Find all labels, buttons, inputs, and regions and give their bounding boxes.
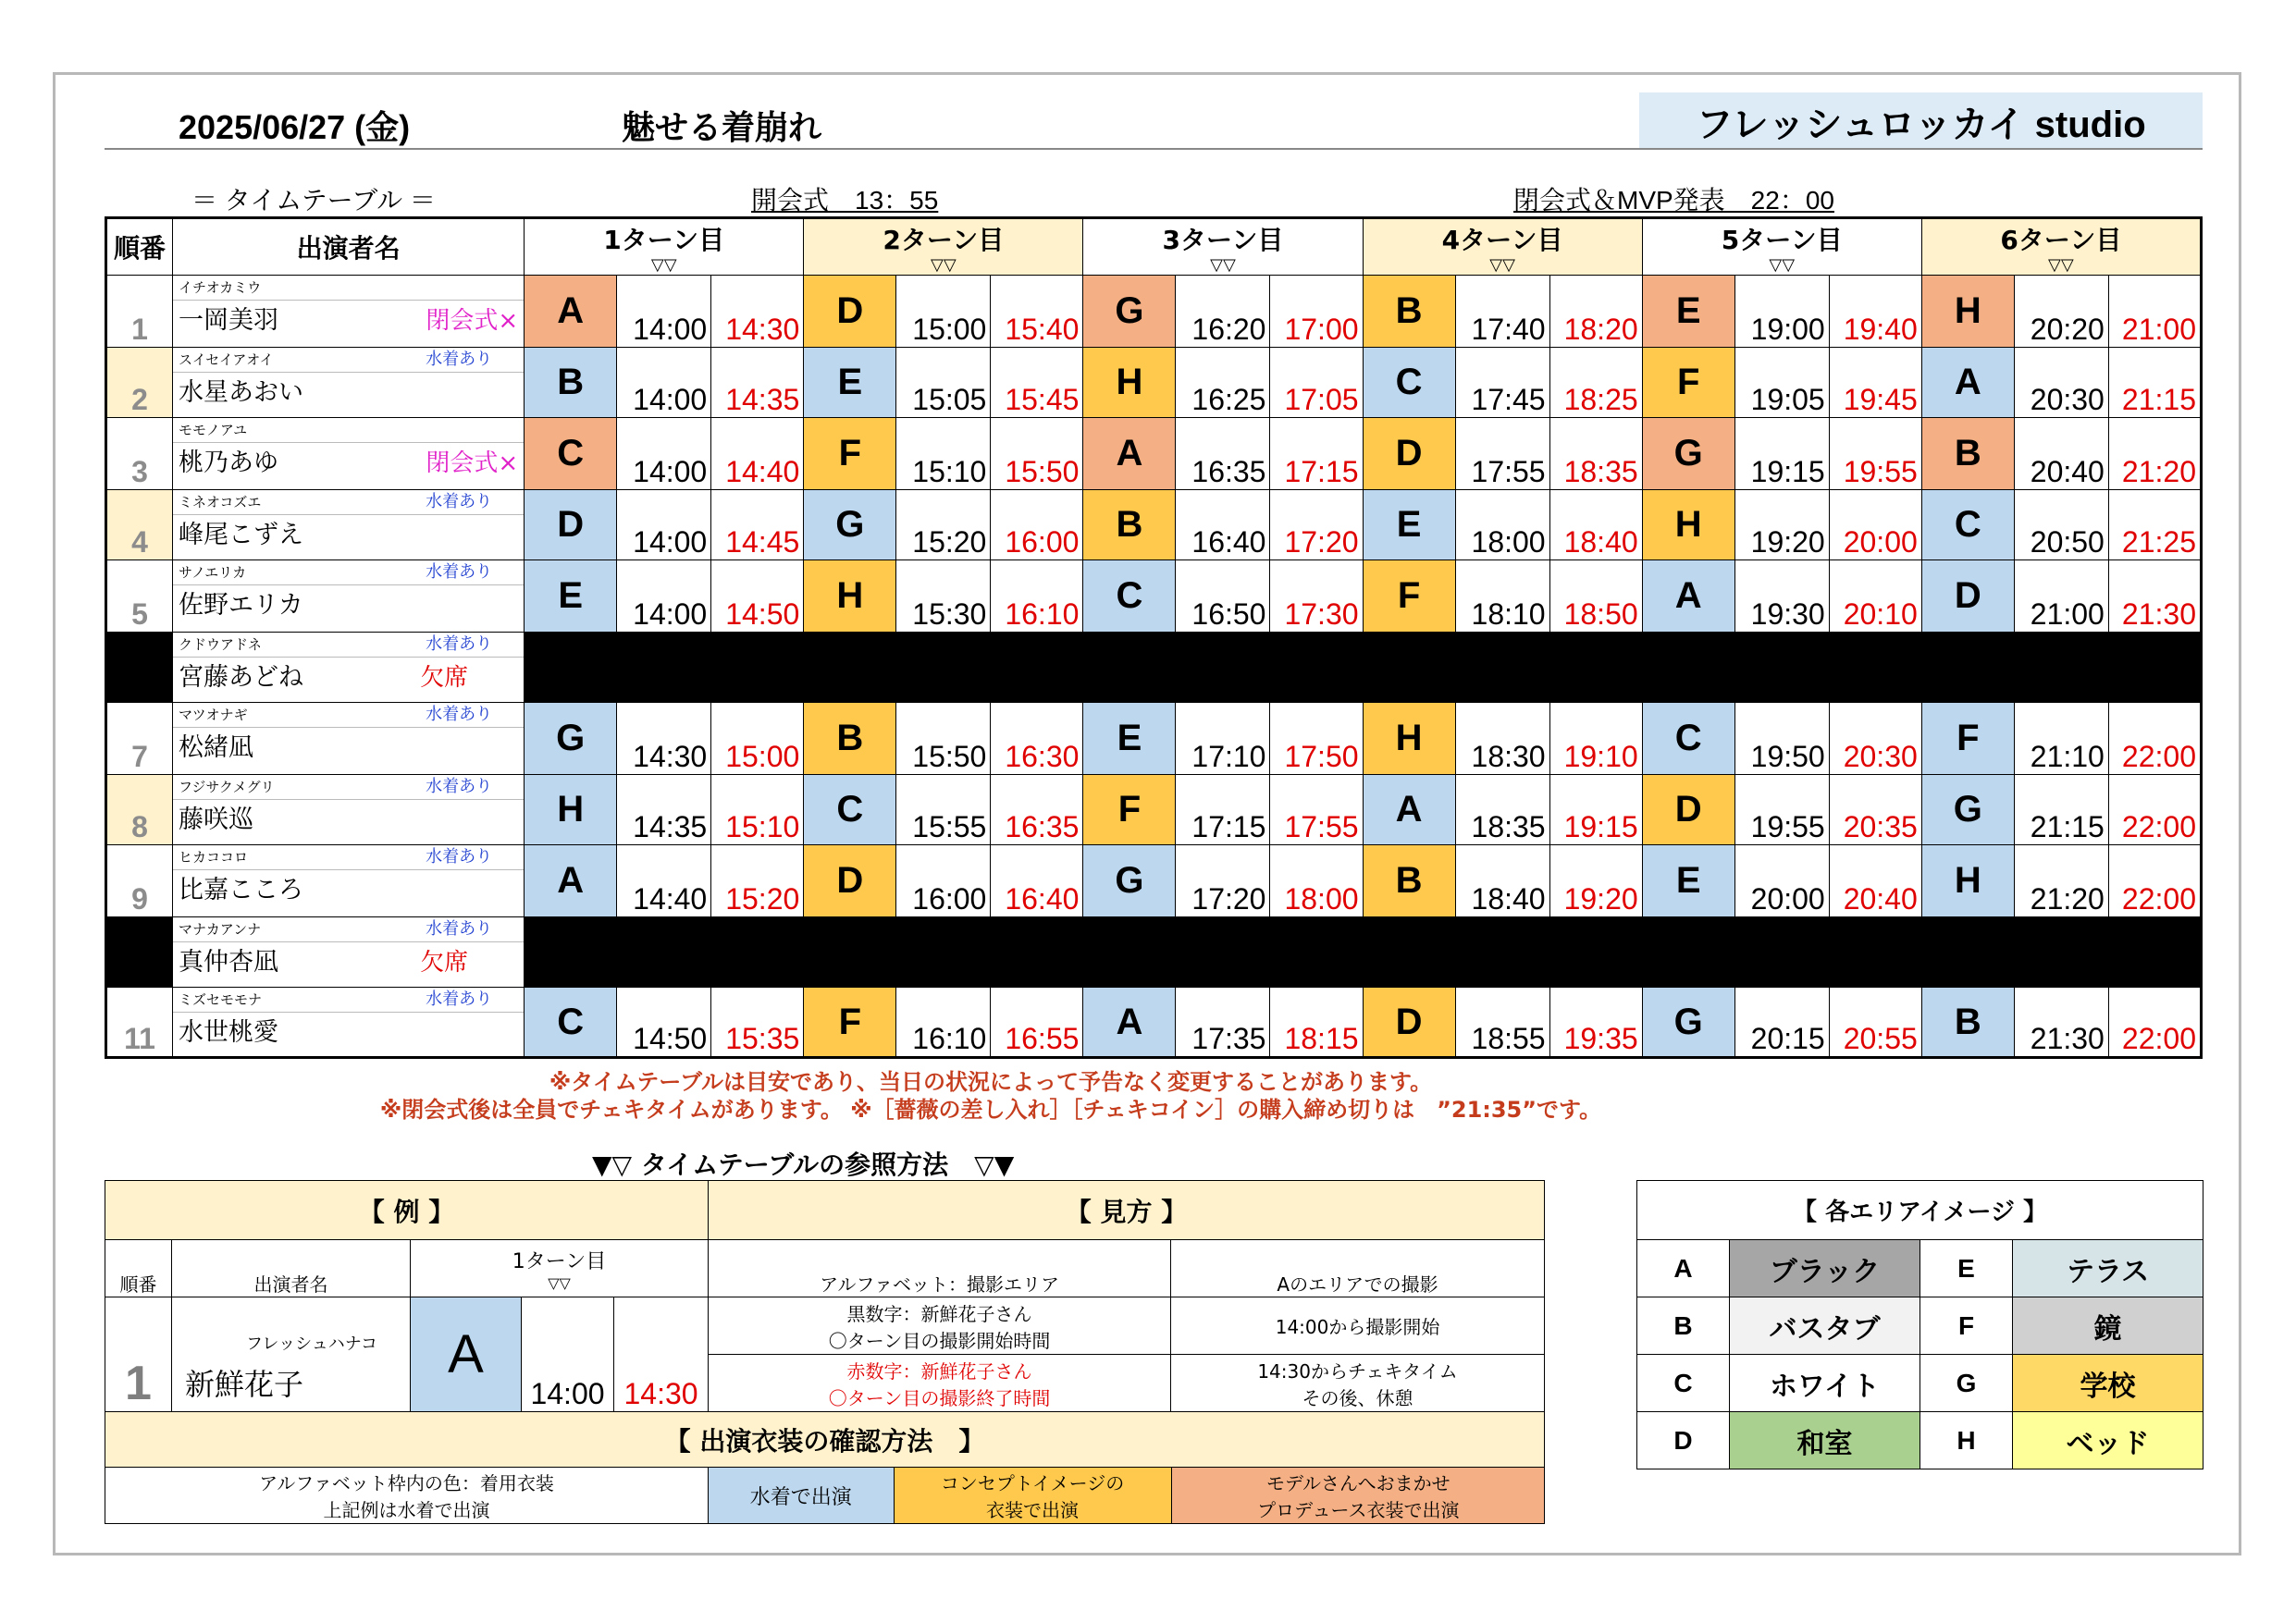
area-letter: E xyxy=(1083,703,1176,775)
area-letter: C xyxy=(1642,703,1734,775)
area-letter: F xyxy=(1921,703,2014,775)
start-time: 19:05 xyxy=(1734,348,1829,418)
area-letter: E xyxy=(525,560,617,633)
area-letter: H xyxy=(525,775,617,845)
performer-kana: ヒカココロ xyxy=(179,849,249,866)
start-time: 14:50 xyxy=(617,988,711,1058)
end-time: 15:40 xyxy=(991,276,1083,348)
event-date: 2025/06/27 (金) xyxy=(179,108,411,146)
table-row xyxy=(106,633,2202,703)
start-time: 16:35 xyxy=(1176,418,1270,490)
table-row xyxy=(106,490,2202,560)
area-letter: H xyxy=(1921,845,2014,917)
performer-kana: スイセイアオイ xyxy=(179,351,274,368)
area-letter: A xyxy=(1083,418,1176,490)
turn-2-header: 2ターン目 ▽▽ xyxy=(804,218,1083,276)
performer-kana: マナカアンナ xyxy=(179,921,262,938)
start-time: 16:50 xyxy=(1176,560,1270,633)
area-letter: C xyxy=(525,988,617,1058)
performer-name: 真仲杏凪 xyxy=(179,948,279,977)
area-letter: H xyxy=(1363,703,1455,775)
area-letter: D xyxy=(804,276,896,348)
table-row xyxy=(106,845,2202,917)
area-letter: G xyxy=(525,703,617,775)
start-time: 14:00 xyxy=(617,418,711,490)
start-time: 18:55 xyxy=(1455,988,1549,1058)
start-time: 19:00 xyxy=(1734,276,1829,348)
area-letter: G xyxy=(1083,276,1176,348)
performer-kana: マツオナギ xyxy=(179,707,248,723)
costume-produce: モデルさんへおまかせ プロデュース衣装で出演 xyxy=(1171,1468,1545,1523)
table-row xyxy=(106,276,2202,348)
end-time: 16:40 xyxy=(991,845,1083,917)
performer-cell xyxy=(173,348,525,418)
area-letter: A xyxy=(1921,348,2014,418)
start-time: 14:00 xyxy=(617,276,711,348)
ex-name-header: 出演者名 xyxy=(172,1240,411,1297)
performer-kana: クドウアドネ xyxy=(179,636,262,653)
row-order: 8 xyxy=(106,775,173,845)
start-time: 21:20 xyxy=(2014,845,2108,917)
end-time: 20:30 xyxy=(1829,703,1921,775)
name-header: 出演者名 xyxy=(173,218,525,276)
start-time: 15:10 xyxy=(896,418,991,490)
swimsuit-flag: 水着あり xyxy=(426,777,493,796)
status-mark: 閉会式× xyxy=(426,307,519,335)
swimsuit-flag: 水着あり xyxy=(426,350,493,369)
order-header: 順番 xyxy=(106,218,173,276)
end-time: 19:45 xyxy=(1829,348,1921,418)
absent-bar xyxy=(525,917,2202,988)
area-letter: C xyxy=(804,775,896,845)
area-table xyxy=(1636,1180,2203,1469)
start-time: 19:55 xyxy=(1734,775,1829,845)
area-letter: D xyxy=(804,845,896,917)
row-order: 4 xyxy=(106,490,173,560)
view-black-number-meaning: 14:00から撮影開始 xyxy=(1171,1297,1545,1355)
start-time: 21:00 xyxy=(2014,560,2108,633)
start-time: 19:30 xyxy=(1734,560,1829,633)
view-red-number: 赤数字：新鮮花子さん 〇ターン目の撮影終了時間 xyxy=(709,1355,1171,1412)
performer-kana: モモノアユ xyxy=(179,422,248,438)
turn-1-header: 1ターン目 ▽▽ xyxy=(525,218,804,276)
area-key: E xyxy=(1920,1240,2013,1297)
end-time: 15:10 xyxy=(711,775,804,845)
swimsuit-flag: 水着あり xyxy=(426,705,493,724)
row-order: 11 xyxy=(106,988,173,1058)
area-letter: F xyxy=(1363,560,1455,633)
performer-cell xyxy=(173,917,525,988)
performer-name: 藤咲巡 xyxy=(179,805,254,834)
end-time: 15:50 xyxy=(991,418,1083,490)
turn-3-header: 3ターン目 ▽▽ xyxy=(1083,218,1363,276)
performer-cell xyxy=(173,703,525,775)
start-time: 15:20 xyxy=(896,490,991,560)
timetable-label: ＝ タイムテーブル ＝ xyxy=(191,186,436,215)
performer-name: 松緒凪 xyxy=(179,733,254,762)
end-time: 15:00 xyxy=(711,703,804,775)
start-time: 16:00 xyxy=(896,845,991,917)
start-time: 14:40 xyxy=(617,845,711,917)
status-mark: 欠席 xyxy=(420,664,469,692)
performer-name: 桃乃あゆ xyxy=(179,449,279,477)
ex-order-number: 1 xyxy=(105,1297,172,1412)
note-line-1: ※タイムテーブルは目安であり、当日の状況によって予告なく変更することがあります。 xyxy=(549,1069,1433,1095)
area-label: ホワイト xyxy=(1730,1355,1920,1412)
end-time: 20:00 xyxy=(1829,490,1921,560)
area-key: A xyxy=(1637,1240,1730,1297)
area-letter: D xyxy=(525,490,617,560)
performer-cell xyxy=(173,418,525,490)
status-mark: 閉会式× xyxy=(426,449,519,477)
end-time: 14:45 xyxy=(711,490,804,560)
start-time: 21:30 xyxy=(2014,988,2108,1058)
end-time: 17:00 xyxy=(1270,276,1363,348)
start-time: 14:00 xyxy=(617,560,711,633)
area-letter: A xyxy=(525,276,617,348)
area-label: ベッド xyxy=(2013,1412,2203,1469)
end-time: 19:55 xyxy=(1829,418,1921,490)
costume-swimsuit: 水着で出演 xyxy=(709,1468,894,1523)
turn-6-header: 6ターン目 ▽▽ xyxy=(1921,218,2201,276)
view-header: 【 見方 】 xyxy=(709,1181,1545,1240)
end-time: 22:00 xyxy=(2108,845,2201,917)
costume-description: アルファベット枠内の色：着用衣装 上記例は水着で出演 xyxy=(105,1468,709,1524)
area-letter: H xyxy=(1083,348,1176,418)
area-label: 学校 xyxy=(2013,1355,2203,1412)
area-letter: F xyxy=(804,418,896,490)
ex-area-letter: A xyxy=(411,1297,522,1412)
costume-header: 【 出演衣装の確認方法 】 xyxy=(105,1412,1545,1468)
area-title: 【 各エリアイメージ 】 xyxy=(1637,1181,2203,1240)
area-letter: B xyxy=(1363,276,1455,348)
area-letter: E xyxy=(1642,845,1734,917)
start-time: 17:45 xyxy=(1455,348,1549,418)
status-mark: 欠席 xyxy=(420,949,469,977)
end-time: 15:35 xyxy=(711,988,804,1058)
performer-name: 佐野エリカ xyxy=(179,591,303,620)
costume-concept: コンセプトイメージの 衣装で出演 xyxy=(894,1468,1171,1523)
opening-time: 開会式 13：55 xyxy=(751,186,939,215)
start-time: 21:10 xyxy=(2014,703,2108,775)
area-label: テラス xyxy=(2013,1240,2203,1297)
swimsuit-flag xyxy=(492,418,525,442)
end-time: 17:15 xyxy=(1270,418,1363,490)
view-alphabet-meaning: Aのエリアでの撮影 xyxy=(1171,1240,1545,1297)
area-key: F xyxy=(1920,1297,2013,1355)
start-time: 20:00 xyxy=(1734,845,1829,917)
start-time: 20:40 xyxy=(2014,418,2108,490)
row-order xyxy=(106,633,173,703)
row-order: 5 xyxy=(106,560,173,633)
start-time: 14:30 xyxy=(617,703,711,775)
end-time: 21:30 xyxy=(2108,560,2201,633)
start-time: 18:00 xyxy=(1455,490,1549,560)
performer-kana: サノエリカ xyxy=(179,564,247,581)
end-time: 18:25 xyxy=(1549,348,1642,418)
performer-cell xyxy=(173,490,525,560)
area-letter: H xyxy=(804,560,896,633)
table-row xyxy=(106,988,2202,1058)
start-time: 20:15 xyxy=(1734,988,1829,1058)
performer-cell xyxy=(173,845,525,917)
row-order: 9 xyxy=(106,845,173,917)
start-time: 17:10 xyxy=(1176,703,1270,775)
area-letter: C xyxy=(1921,490,2014,560)
end-time: 14:35 xyxy=(711,348,804,418)
area-letter: B xyxy=(1921,988,2014,1058)
end-time: 14:30 xyxy=(711,276,804,348)
view-red-number-meaning: 14:30からチェキタイム その後、休憩 xyxy=(1171,1355,1545,1412)
area-key: G xyxy=(1920,1355,2013,1412)
table-row xyxy=(106,348,2202,418)
end-time: 16:10 xyxy=(991,560,1083,633)
table-row xyxy=(106,560,2202,633)
area-letter: A xyxy=(1642,560,1734,633)
end-time: 17:55 xyxy=(1270,775,1363,845)
area-label: バスタブ xyxy=(1730,1297,1920,1355)
area-letter: G xyxy=(804,490,896,560)
start-time: 15:50 xyxy=(896,703,991,775)
start-time: 16:25 xyxy=(1176,348,1270,418)
end-time: 21:25 xyxy=(2108,490,2201,560)
area-letter: G xyxy=(1642,988,1734,1058)
area-letter: B xyxy=(1921,418,2014,490)
end-time: 18:50 xyxy=(1549,560,1642,633)
swimsuit-flag xyxy=(492,276,525,300)
closing-time: 閉会式＆MVP発表 22：00 xyxy=(1513,186,1834,215)
end-time: 16:55 xyxy=(991,988,1083,1058)
performer-kana: フジサクメグリ xyxy=(179,779,275,795)
row-order: 7 xyxy=(106,703,173,775)
row-order xyxy=(106,917,173,988)
area-letter: E xyxy=(804,348,896,418)
start-time: 19:15 xyxy=(1734,418,1829,490)
table-row xyxy=(106,775,2202,845)
end-time: 19:40 xyxy=(1829,276,1921,348)
start-time: 17:15 xyxy=(1176,775,1270,845)
area-letter: C xyxy=(1083,560,1176,633)
view-alphabet: アルファベット：撮影エリア xyxy=(709,1240,1171,1297)
end-time: 15:20 xyxy=(711,845,804,917)
timetable xyxy=(105,216,2203,1059)
end-time: 15:45 xyxy=(991,348,1083,418)
table-row xyxy=(106,418,2202,490)
end-time: 21:00 xyxy=(2108,276,2201,348)
start-time: 18:35 xyxy=(1455,775,1549,845)
performer-cell xyxy=(173,560,525,633)
ex-end-time: 14:30 xyxy=(614,1297,709,1412)
end-time: 17:50 xyxy=(1270,703,1363,775)
costume-legend xyxy=(709,1468,1545,1524)
row-order: 2 xyxy=(106,348,173,418)
area-letter: E xyxy=(1642,276,1734,348)
area-key: D xyxy=(1637,1412,1730,1469)
end-time: 19:10 xyxy=(1549,703,1642,775)
example-header: 【 例 】 xyxy=(105,1181,709,1240)
start-time: 16:20 xyxy=(1176,276,1270,348)
start-time: 17:35 xyxy=(1176,988,1270,1058)
end-time: 20:35 xyxy=(1829,775,1921,845)
area-letter: A xyxy=(1363,775,1455,845)
performer-kana: ミネオコズエ xyxy=(179,494,262,510)
area-letter: A xyxy=(525,845,617,917)
area-letter: F xyxy=(804,988,896,1058)
start-time: 14:00 xyxy=(617,490,711,560)
area-label: 鏡 xyxy=(2013,1297,2203,1355)
howto-title: ▼▽ タイムテーブルの参照方法 ▽▼ xyxy=(592,1150,1015,1180)
area-letter: F xyxy=(1083,775,1176,845)
end-time: 17:05 xyxy=(1270,348,1363,418)
ex-order-header: 順番 xyxy=(105,1240,172,1297)
event-title: 魅せる着崩れ xyxy=(622,109,822,147)
end-time: 21:15 xyxy=(2108,348,2201,418)
area-key: B xyxy=(1637,1297,1730,1355)
end-time: 14:40 xyxy=(711,418,804,490)
end-time: 20:55 xyxy=(1829,988,1921,1058)
area-letter: B xyxy=(804,703,896,775)
performer-name: 水世桃愛 xyxy=(179,1018,279,1047)
end-time: 22:00 xyxy=(2108,775,2201,845)
end-time: 19:15 xyxy=(1549,775,1642,845)
row-order: 1 xyxy=(106,276,173,348)
start-time: 15:55 xyxy=(896,775,991,845)
end-time: 16:30 xyxy=(991,703,1083,775)
view-black-number: 黒数字：新鮮花子さん 〇ターン目の撮影開始時間 xyxy=(709,1297,1171,1355)
start-time: 20:50 xyxy=(2014,490,2108,560)
area-key: C xyxy=(1637,1355,1730,1412)
area-letter: C xyxy=(525,418,617,490)
header-divider xyxy=(105,148,2203,150)
end-time: 17:30 xyxy=(1270,560,1363,633)
area-letter: C xyxy=(1363,348,1455,418)
start-time: 14:00 xyxy=(617,348,711,418)
row-order: 3 xyxy=(106,418,173,490)
area-label: ブラック xyxy=(1730,1240,1920,1297)
performer-kana: ミズセモモナ xyxy=(179,991,263,1008)
end-time: 18:00 xyxy=(1270,845,1363,917)
swimsuit-flag: 水着あり xyxy=(426,847,493,867)
start-time: 18:30 xyxy=(1455,703,1549,775)
start-time: 21:15 xyxy=(2014,775,2108,845)
start-time: 16:40 xyxy=(1176,490,1270,560)
turn-5-header: 5ターン目 ▽▽ xyxy=(1642,218,1921,276)
end-time: 18:15 xyxy=(1270,988,1363,1058)
end-time: 21:20 xyxy=(2108,418,2201,490)
performer-name: 一岡美羽 xyxy=(179,306,279,335)
area-letter: B xyxy=(525,348,617,418)
swimsuit-flag: 水着あり xyxy=(426,990,493,1009)
area-letter: B xyxy=(1083,490,1176,560)
area-label: 和室 xyxy=(1730,1412,1920,1469)
performer-cell xyxy=(173,988,525,1058)
studio-name: フレッシュロッカイ studio xyxy=(1639,92,2203,150)
area-letter: D xyxy=(1363,988,1455,1058)
performer-name: 峰尾こずえ xyxy=(179,521,304,549)
end-time: 14:50 xyxy=(711,560,804,633)
end-time: 18:35 xyxy=(1549,418,1642,490)
start-time: 17:40 xyxy=(1455,276,1549,348)
end-time: 22:00 xyxy=(2108,988,2201,1058)
area-letter: H xyxy=(1921,276,2014,348)
start-time: 20:20 xyxy=(2014,276,2108,348)
end-time: 16:00 xyxy=(991,490,1083,560)
end-time: 18:20 xyxy=(1549,276,1642,348)
performer-cell xyxy=(173,775,525,845)
end-time: 17:20 xyxy=(1270,490,1363,560)
note-line-2: ※閉会式後は全員でチェキタイムがあります。 ※［薔薇の差し入れ］［チェキコイン］の購入締め切りは ”21:35”です。 xyxy=(379,1097,1602,1123)
absent-bar xyxy=(525,633,2202,703)
end-time: 19:35 xyxy=(1549,988,1642,1058)
performer-cell xyxy=(173,276,525,348)
start-time: 15:05 xyxy=(896,348,991,418)
performer-cell xyxy=(173,633,525,703)
area-letter: H xyxy=(1642,490,1734,560)
end-time: 22:00 xyxy=(2108,703,2201,775)
start-time: 19:20 xyxy=(1734,490,1829,560)
performer-name: 比嘉こころ xyxy=(179,876,304,904)
swimsuit-flag: 水着あり xyxy=(426,919,493,939)
end-time: 20:10 xyxy=(1829,560,1921,633)
start-time: 14:35 xyxy=(617,775,711,845)
performer-name: 宮藤あどね xyxy=(179,663,304,692)
table-row xyxy=(106,917,2202,988)
area-letter: D xyxy=(1921,560,2014,633)
performer-kana: イチオカミウ xyxy=(179,279,262,296)
start-time: 19:50 xyxy=(1734,703,1829,775)
area-letter: A xyxy=(1083,988,1176,1058)
start-time: 17:55 xyxy=(1455,418,1549,490)
turn-4-header: 4ターン目 ▽▽ xyxy=(1363,218,1642,276)
area-letter: G xyxy=(1642,418,1734,490)
area-letter: D xyxy=(1363,418,1455,490)
end-time: 20:40 xyxy=(1829,845,1921,917)
start-time: 15:00 xyxy=(896,276,991,348)
table-row xyxy=(106,703,2202,775)
start-time: 18:40 xyxy=(1455,845,1549,917)
swimsuit-flag: 水着あり xyxy=(426,492,493,511)
ex-kana: フレッシュハナコ xyxy=(172,1297,411,1355)
start-time: 18:10 xyxy=(1455,560,1549,633)
swimsuit-flag: 水着あり xyxy=(426,562,493,582)
start-time: 16:10 xyxy=(896,988,991,1058)
swimsuit-flag: 水着あり xyxy=(426,634,493,654)
end-time: 16:35 xyxy=(991,775,1083,845)
end-time: 18:40 xyxy=(1549,490,1642,560)
area-key: H xyxy=(1920,1412,2013,1469)
start-time: 17:20 xyxy=(1176,845,1270,917)
area-letter: F xyxy=(1642,348,1734,418)
start-time: 20:30 xyxy=(2014,348,2108,418)
area-letter: G xyxy=(1921,775,2014,845)
howto-example-table xyxy=(105,1180,1545,1524)
area-letter: B xyxy=(1363,845,1455,917)
ex-start-time: 14:00 xyxy=(522,1297,614,1412)
ex-fullname: 新鮮花子 xyxy=(172,1355,411,1412)
area-letter: D xyxy=(1642,775,1734,845)
area-letter: E xyxy=(1363,490,1455,560)
start-time: 15:30 xyxy=(896,560,991,633)
area-letter: G xyxy=(1083,845,1176,917)
performer-name: 水星あおい xyxy=(179,378,304,407)
ex-turn-header: 1ターン目 ▽▽ xyxy=(411,1240,709,1297)
end-time: 19:20 xyxy=(1549,845,1642,917)
